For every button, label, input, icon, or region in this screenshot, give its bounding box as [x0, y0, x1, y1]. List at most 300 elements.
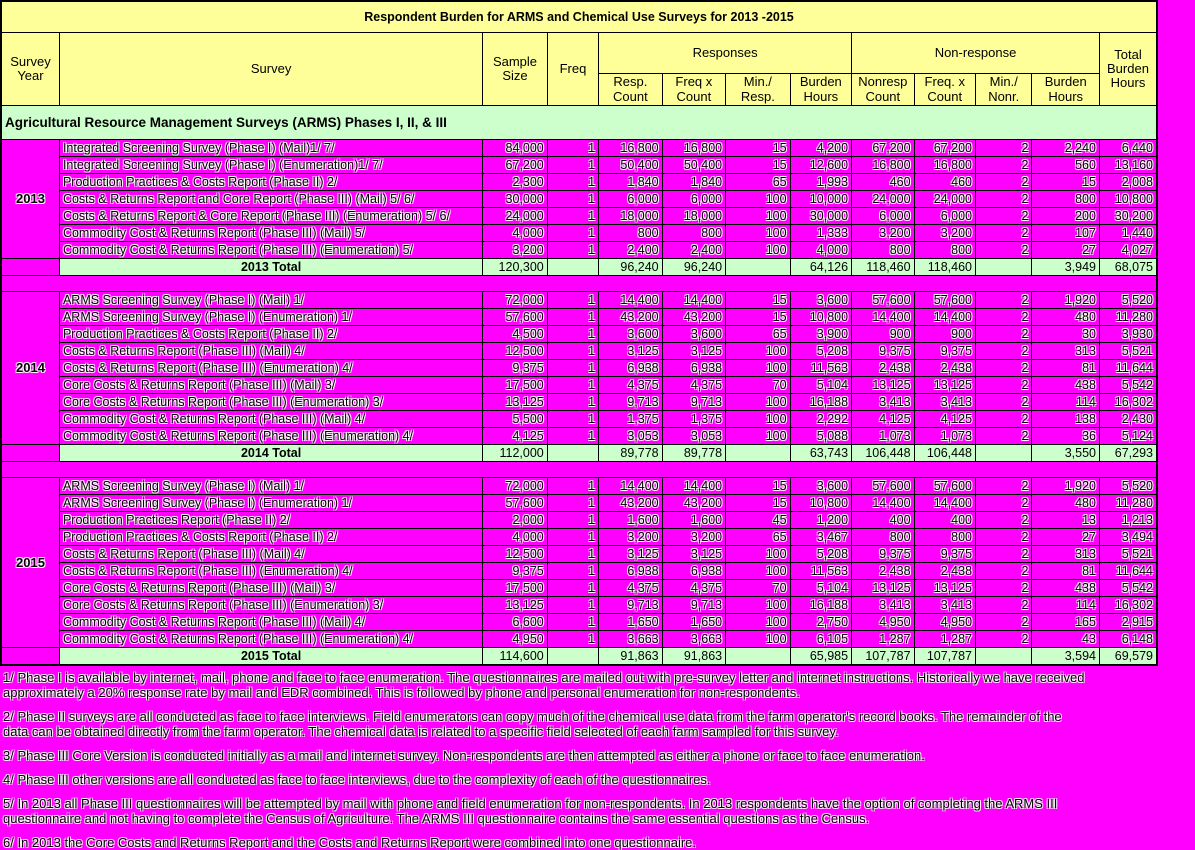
value-cell: 57,600 — [914, 478, 975, 495]
value-cell: 3,930 — [1099, 326, 1157, 343]
value-cell: 3,494 — [1099, 529, 1157, 546]
year-total-row — [1, 445, 1157, 462]
total-value-cell: 112,000 — [483, 445, 548, 462]
value-cell: 5,542 — [1099, 580, 1157, 597]
value-cell: 2,300 — [483, 174, 548, 191]
value-cell: 4,375 — [599, 580, 662, 597]
value-cell: 3,200 — [599, 529, 662, 546]
table-row — [1, 428, 1157, 445]
value-cell: 12,500 — [483, 343, 548, 360]
survey-name-cell: Commodity Cost & Returns Report (Phase III) (Mail) 5/ — [59, 225, 482, 242]
value-cell: 10,800 — [790, 495, 851, 512]
value-cell: 3,467 — [790, 529, 851, 546]
value-cell: 5,124 — [1099, 428, 1157, 445]
value-cell: 9,375 — [914, 343, 975, 360]
value-cell: 11,563 — [790, 360, 851, 377]
value-cell: 2 — [976, 326, 1032, 343]
value-cell: 2 — [976, 597, 1032, 614]
table-row — [1, 208, 1157, 225]
value-cell: 15 — [726, 140, 791, 157]
value-cell: 6,000 — [914, 208, 975, 225]
table-body — [1, 140, 1157, 666]
value-cell: 1 — [547, 529, 598, 546]
col-header-nonresp-count: Nonresp Count — [852, 74, 914, 106]
value-cell: 9,713 — [662, 394, 725, 411]
value-cell: 9,713 — [662, 597, 725, 614]
value-cell: 30,000 — [483, 191, 548, 208]
total-value-cell: 91,863 — [662, 648, 725, 666]
value-cell: 4,125 — [914, 411, 975, 428]
value-cell: 800 — [852, 242, 914, 259]
survey-name-cell: Costs & Returns Report (Phase III) (Enumeration) 4/ — [59, 563, 482, 580]
value-cell: 3,663 — [599, 631, 662, 648]
value-cell: 460 — [852, 174, 914, 191]
value-cell: 4,125 — [852, 411, 914, 428]
value-cell: 100 — [726, 614, 791, 631]
value-cell: 3,200 — [852, 225, 914, 242]
value-cell: 15 — [726, 478, 791, 495]
value-cell: 5,520 — [1099, 478, 1157, 495]
value-cell: 800 — [852, 529, 914, 546]
value-cell: 6,000 — [852, 208, 914, 225]
value-cell: 2 — [976, 529, 1032, 546]
value-cell: 2 — [976, 546, 1032, 563]
value-cell: 1 — [547, 411, 598, 428]
table-row — [1, 360, 1157, 377]
value-cell: 1,200 — [790, 512, 851, 529]
total-value-cell: 3,949 — [1032, 259, 1100, 276]
value-cell: 1,840 — [599, 174, 662, 191]
value-cell: 9,713 — [599, 394, 662, 411]
value-cell: 5,542 — [1099, 377, 1157, 394]
value-cell: 30,000 — [790, 208, 851, 225]
value-cell: 14,400 — [914, 495, 975, 512]
value-cell: 43,200 — [662, 495, 725, 512]
value-cell: 2,750 — [790, 614, 851, 631]
value-cell: 24,000 — [914, 191, 975, 208]
value-cell: 2,400 — [599, 242, 662, 259]
value-cell: 1,440 — [1099, 225, 1157, 242]
total-value-cell — [976, 648, 1032, 666]
value-cell: 12,500 — [483, 546, 548, 563]
value-cell: 3,413 — [914, 597, 975, 614]
value-cell: 1 — [547, 343, 598, 360]
value-cell: 6,938 — [662, 563, 725, 580]
value-cell: 13,125 — [914, 377, 975, 394]
value-cell: 15 — [1032, 174, 1100, 191]
value-cell: 2 — [976, 411, 1032, 428]
table-row — [1, 326, 1157, 343]
value-cell: 1,600 — [599, 512, 662, 529]
value-cell: 6,148 — [1099, 631, 1157, 648]
value-cell: 13,125 — [852, 580, 914, 597]
value-cell: 800 — [914, 242, 975, 259]
value-cell: 2 — [976, 394, 1032, 411]
value-cell: 1 — [547, 309, 598, 326]
total-value-cell: 63,743 — [790, 445, 851, 462]
value-cell: 13,125 — [483, 597, 548, 614]
value-cell: 11,644 — [1099, 563, 1157, 580]
value-cell: 3,125 — [599, 343, 662, 360]
value-cell: 1 — [547, 360, 598, 377]
value-cell: 1,375 — [662, 411, 725, 428]
year-total-row — [1, 259, 1157, 276]
value-cell: 2 — [976, 495, 1032, 512]
value-cell: 1 — [547, 208, 598, 225]
value-cell: 16,188 — [790, 394, 851, 411]
value-cell: 50,400 — [599, 157, 662, 174]
value-cell: 2 — [976, 140, 1032, 157]
table-row — [1, 191, 1157, 208]
value-cell: 9,375 — [483, 360, 548, 377]
value-cell: 2 — [976, 157, 1032, 174]
value-cell: 313 — [1032, 343, 1100, 360]
value-cell: 70 — [726, 580, 791, 597]
title-row — [1, 1, 1157, 33]
value-cell: 57,600 — [483, 495, 548, 512]
value-cell: 438 — [1032, 377, 1100, 394]
total-value-cell: 65,985 — [790, 648, 851, 666]
value-cell: 67,200 — [852, 140, 914, 157]
value-cell: 1 — [547, 140, 598, 157]
value-cell: 1 — [547, 292, 598, 309]
value-cell: 1,333 — [790, 225, 851, 242]
survey-name-cell: Core Costs & Returns Report (Phase III) (Enumeration) 3/ — [59, 597, 482, 614]
table-row — [1, 225, 1157, 242]
value-cell: 14,400 — [914, 309, 975, 326]
col-header-min-nonr: Min./ Nonr. — [976, 74, 1032, 106]
survey-name-cell: Production Practices Report (Phase II) 2/ — [59, 512, 482, 529]
total-label-cell: 2015 Total — [59, 648, 482, 666]
total-value-cell — [976, 445, 1032, 462]
total-value-cell: 118,460 — [914, 259, 975, 276]
value-cell: 57,600 — [852, 292, 914, 309]
col-header-burden-hours-resp: Burden Hours — [790, 74, 851, 106]
value-cell: 800 — [914, 529, 975, 546]
value-cell: 1,993 — [790, 174, 851, 191]
footnotes — [0, 666, 1088, 850]
section-separator-row — [1, 276, 1157, 292]
value-cell: 67,200 — [483, 157, 548, 174]
value-cell: 2 — [976, 428, 1032, 445]
value-cell: 438 — [1032, 580, 1100, 597]
value-cell: 3,413 — [852, 597, 914, 614]
survey-year-cell: 2015 — [1, 478, 59, 648]
value-cell: 460 — [914, 174, 975, 191]
value-cell: 16,800 — [662, 140, 725, 157]
value-cell: 43,200 — [662, 309, 725, 326]
year-total-row — [1, 648, 1157, 666]
footnote-text: 6/ In 2013 the Core Costs and Returns Report and the Costs and Returns Report were combined into one questionnaire. — [3, 836, 1088, 850]
value-cell: 1,287 — [852, 631, 914, 648]
table-row — [1, 529, 1157, 546]
value-cell: 1,920 — [1032, 292, 1100, 309]
value-cell: 13,125 — [914, 580, 975, 597]
value-cell: 3,600 — [790, 292, 851, 309]
value-cell: 6,600 — [483, 614, 548, 631]
value-cell: 15 — [726, 495, 791, 512]
value-cell: 16,800 — [852, 157, 914, 174]
value-cell: 2,400 — [662, 242, 725, 259]
value-cell: 900 — [852, 326, 914, 343]
value-cell: 2 — [976, 309, 1032, 326]
value-cell: 100 — [726, 394, 791, 411]
value-cell: 2 — [976, 343, 1032, 360]
value-cell: 9,375 — [914, 546, 975, 563]
table-row — [1, 292, 1157, 309]
survey-name-cell: Core Costs & Returns Report (Phase III) (Mail) 3/ — [59, 580, 482, 597]
table-row — [1, 309, 1157, 326]
value-cell: 3,600 — [662, 326, 725, 343]
table-row — [1, 157, 1157, 174]
total-value-cell: 68,075 — [1099, 259, 1157, 276]
value-cell: 6,938 — [599, 360, 662, 377]
value-cell: 6,440 — [1099, 140, 1157, 157]
value-cell: 1,650 — [662, 614, 725, 631]
table-row — [1, 140, 1157, 157]
value-cell: 11,644 — [1099, 360, 1157, 377]
value-cell: 1 — [547, 495, 598, 512]
value-cell: 2 — [976, 377, 1032, 394]
value-cell: 81 — [1032, 563, 1100, 580]
table-row — [1, 411, 1157, 428]
value-cell: 2 — [976, 512, 1032, 529]
value-cell: 1,920 — [1032, 478, 1100, 495]
value-cell: 72,000 — [483, 292, 548, 309]
value-cell: 400 — [852, 512, 914, 529]
total-value-cell: 106,448 — [914, 445, 975, 462]
survey-name-cell: Commodity Cost & Returns Report (Phase III) (Mail) 4/ — [59, 411, 482, 428]
value-cell: 2,915 — [1099, 614, 1157, 631]
value-cell: 13,160 — [1099, 157, 1157, 174]
value-cell: 5,520 — [1099, 292, 1157, 309]
value-cell: 2 — [976, 580, 1032, 597]
value-cell: 5,208 — [790, 343, 851, 360]
value-cell: 11,563 — [790, 563, 851, 580]
value-cell: 2 — [976, 208, 1032, 225]
table-row — [1, 174, 1157, 191]
total-value-cell: 96,240 — [599, 259, 662, 276]
value-cell: 2 — [976, 631, 1032, 648]
value-cell: 1 — [547, 631, 598, 648]
value-cell: 4,950 — [483, 631, 548, 648]
value-cell: 6,938 — [662, 360, 725, 377]
value-cell: 16,800 — [914, 157, 975, 174]
value-cell: 9,375 — [852, 343, 914, 360]
value-cell: 43 — [1032, 631, 1100, 648]
section-header-row — [1, 106, 1157, 140]
value-cell: 10,800 — [1099, 191, 1157, 208]
value-cell: 5,521 — [1099, 546, 1157, 563]
value-cell: 100 — [726, 597, 791, 614]
value-cell: 5,088 — [790, 428, 851, 445]
table-row — [1, 343, 1157, 360]
section-header-arms-phases: Agricultural Resource Management Surveys (ARMS) Phases I, II, & III — [1, 106, 1157, 140]
value-cell: 3,200 — [914, 225, 975, 242]
total-value-cell: 118,460 — [852, 259, 914, 276]
value-cell: 100 — [726, 225, 791, 242]
value-cell: 1 — [547, 614, 598, 631]
value-cell: 15 — [726, 309, 791, 326]
value-cell: 67,200 — [914, 140, 975, 157]
value-cell: 15 — [726, 292, 791, 309]
value-cell: 3,125 — [599, 546, 662, 563]
survey-name-cell: Production Practices & Costs Report (Phase II) 2/ — [59, 529, 482, 546]
value-cell: 100 — [726, 631, 791, 648]
total-value-cell: 106,448 — [852, 445, 914, 462]
value-cell: 2 — [976, 614, 1032, 631]
value-cell: 6,000 — [662, 191, 725, 208]
survey-name-cell: Core Costs & Returns Report (Phase III) (Mail) 3/ — [59, 377, 482, 394]
value-cell: 900 — [914, 326, 975, 343]
total-value-cell: 114,600 — [483, 648, 548, 666]
total-value-cell: 96,240 — [662, 259, 725, 276]
value-cell: 2 — [976, 360, 1032, 377]
value-cell: 30 — [1032, 326, 1100, 343]
value-cell: 1,073 — [914, 428, 975, 445]
table-row — [1, 242, 1157, 259]
footnote-text: 3/ Phase III Core Version is conducted initially as a mail and internet survey. Non-respondents are then attempted as either a phone or face to face enumeration. — [3, 749, 1088, 764]
value-cell: 10,000 — [790, 191, 851, 208]
value-cell: 84,000 — [483, 140, 548, 157]
col-header-sample-size: Sample Size — [483, 33, 548, 106]
value-cell: 16,188 — [790, 597, 851, 614]
survey-name-cell: Production Practices & Costs Report (Phase II) 2/ — [59, 174, 482, 191]
survey-name-cell: Integrated Screening Survey (Phase I) (Enumeration)1/ 7/ — [59, 157, 482, 174]
value-cell: 480 — [1032, 495, 1100, 512]
value-cell: 2,430 — [1099, 411, 1157, 428]
value-cell: 5,500 — [483, 411, 548, 428]
value-cell: 6,938 — [599, 563, 662, 580]
survey-name-cell: Costs & Returns Report (Phase III) (Enumeration) 4/ — [59, 360, 482, 377]
value-cell: 2,438 — [852, 563, 914, 580]
value-cell: 800 — [662, 225, 725, 242]
table-row — [1, 512, 1157, 529]
value-cell: 10,800 — [790, 309, 851, 326]
value-cell: 3,900 — [790, 326, 851, 343]
value-cell: 100 — [726, 343, 791, 360]
year-empty-cell — [1, 445, 59, 462]
value-cell: 4,375 — [662, 377, 725, 394]
value-cell: 1 — [547, 394, 598, 411]
value-cell: 14,400 — [662, 292, 725, 309]
value-cell: 200 — [1032, 208, 1100, 225]
table-row — [1, 495, 1157, 512]
value-cell: 27 — [1032, 529, 1100, 546]
value-cell: 114 — [1032, 597, 1100, 614]
value-cell: 100 — [726, 563, 791, 580]
col-group-responses: Responses — [599, 33, 852, 74]
value-cell: 13 — [1032, 512, 1100, 529]
value-cell: 72,000 — [483, 478, 548, 495]
survey-name-cell: Production Practices & Costs Report (Phase II) 2/ — [59, 326, 482, 343]
value-cell: 50,400 — [662, 157, 725, 174]
footnote-text: 2/ Phase II surveys are all conducted as face to face interviews. Field enumerators can copy much of the chemical use data from the farm operator's record books. The remainder of the data can be obtained directly from the farm operator. The chemical data is related to a specific field selected of each farm sampled for this survey. — [3, 710, 1088, 740]
value-cell: 3,053 — [599, 428, 662, 445]
total-value-cell: 120,300 — [483, 259, 548, 276]
total-label-cell: 2013 Total — [59, 259, 482, 276]
value-cell: 4,027 — [1099, 242, 1157, 259]
table-row — [1, 394, 1157, 411]
value-cell: 16,302 — [1099, 394, 1157, 411]
value-cell: 100 — [726, 360, 791, 377]
survey-name-cell: Costs & Returns Report & Core Report (Phase III) (Enumeration) 5/ 6/ — [59, 208, 482, 225]
value-cell: 107 — [1032, 225, 1100, 242]
total-value-cell — [547, 648, 598, 666]
value-cell: 2 — [976, 242, 1032, 259]
value-cell: 15 — [726, 157, 791, 174]
value-cell: 2 — [976, 174, 1032, 191]
value-cell: 14,400 — [599, 478, 662, 495]
value-cell: 2,000 — [483, 512, 548, 529]
value-cell: 1 — [547, 191, 598, 208]
value-cell: 18,000 — [662, 208, 725, 225]
value-cell: 45 — [726, 512, 791, 529]
survey-name-cell: Commodity Cost & Returns Report (Phase III) (Enumeration) 4/ — [59, 631, 482, 648]
total-value-cell — [726, 445, 791, 462]
value-cell: 1,840 — [662, 174, 725, 191]
value-cell: 2,438 — [914, 360, 975, 377]
value-cell: 12,600 — [790, 157, 851, 174]
value-cell: 13,125 — [852, 377, 914, 394]
value-cell: 2 — [976, 292, 1032, 309]
value-cell: 313 — [1032, 546, 1100, 563]
survey-name-cell: Integrated Screening Survey (Phase I) (Mail)1/ 7/ — [59, 140, 482, 157]
total-value-cell — [726, 259, 791, 276]
value-cell: 1 — [547, 512, 598, 529]
value-cell: 11,280 — [1099, 309, 1157, 326]
value-cell: 1 — [547, 597, 598, 614]
value-cell: 4,000 — [790, 242, 851, 259]
col-group-non-response: Non-response — [852, 33, 1100, 74]
footnote-text: 4/ Phase III other versions are all conducted as face to face interviews, due to the complexity of each of the questionnaires. — [3, 773, 1088, 788]
value-cell: 1 — [547, 326, 598, 343]
total-value-cell: 3,594 — [1032, 648, 1100, 666]
value-cell: 3,125 — [662, 546, 725, 563]
survey-name-cell: Commodity Cost & Returns Report (Phase III) (Mail) 4/ — [59, 614, 482, 631]
value-cell: 4,200 — [790, 140, 851, 157]
col-header-freq: Freq — [547, 33, 598, 106]
value-cell: 2,438 — [914, 563, 975, 580]
table-row — [1, 597, 1157, 614]
value-cell: 2 — [976, 563, 1032, 580]
col-header-survey: Survey — [59, 33, 482, 106]
value-cell: 100 — [726, 242, 791, 259]
header-row-groups — [1, 33, 1157, 74]
value-cell: 1 — [547, 546, 598, 563]
survey-name-cell: ARMS Screening Survey (Phase I) (Enumeration) 1/ — [59, 495, 482, 512]
survey-name-cell: ARMS Screening Survey (Phase I) (Mail) 1/ — [59, 292, 482, 309]
value-cell: 5,521 — [1099, 343, 1157, 360]
value-cell: 14,400 — [599, 292, 662, 309]
value-cell: 3,600 — [790, 478, 851, 495]
value-cell: 43,200 — [599, 309, 662, 326]
table-row — [1, 614, 1157, 631]
value-cell: 1 — [547, 428, 598, 445]
col-header-burden-hours-nonresp: Burden Hours — [1032, 74, 1100, 106]
value-cell: 14,400 — [852, 309, 914, 326]
footnote-text: 5/ In 2013 all Phase III questionnaires will be attempted by mail with phone and field enumeration for non-respondents. In 2013 respondents have the option of completing the ARMS III questionnaire and not having to complete the Census of Agriculture. The ARMS III questionnaire contains the same essential questions as the Census. — [3, 797, 1088, 827]
value-cell: 4,375 — [599, 377, 662, 394]
table-row — [1, 580, 1157, 597]
value-cell: 57,600 — [852, 478, 914, 495]
col-header-survey-year: Survey Year — [1, 33, 59, 106]
value-cell: 114 — [1032, 394, 1100, 411]
value-cell: 5,208 — [790, 546, 851, 563]
value-cell: 4,000 — [483, 225, 548, 242]
table-row — [1, 631, 1157, 648]
value-cell: 3,600 — [599, 326, 662, 343]
